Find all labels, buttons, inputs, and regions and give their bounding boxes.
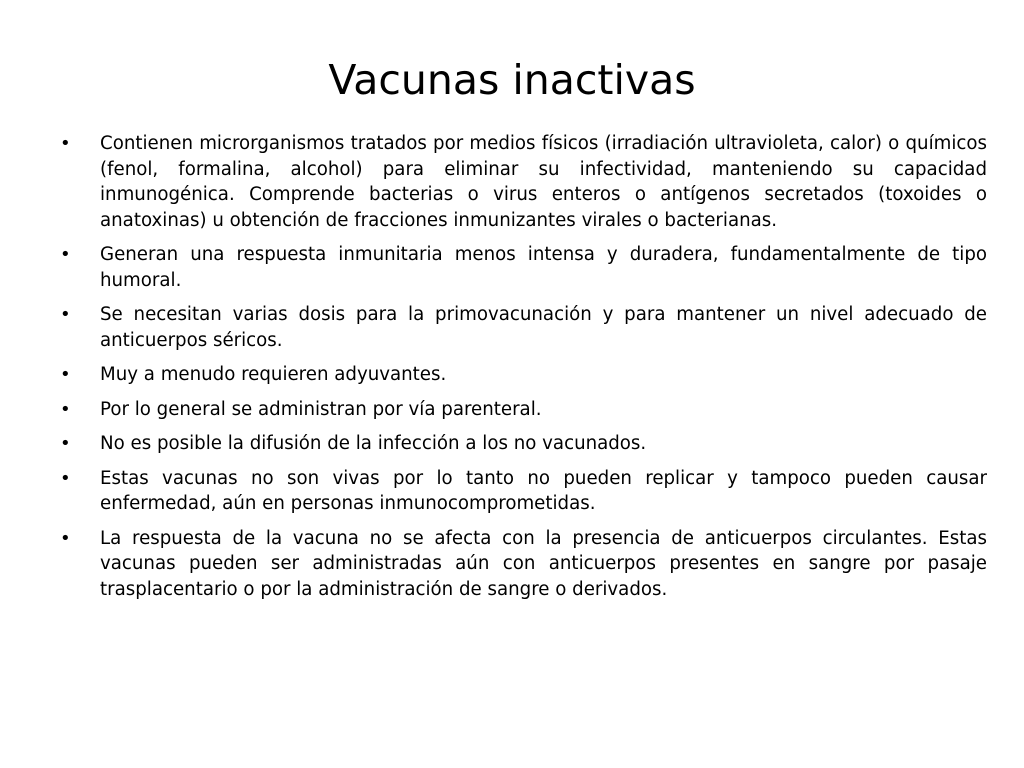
bullet-text: Muy a menudo requieren adyuvantes. — [100, 364, 447, 385]
bullet-list — [60, 131, 987, 611]
bullet-item — [60, 526, 987, 603]
bullet-text: Estas vacunas no son vivas por lo tanto no pueden replicar y tampoco pueden causar enfermedad, aún en personas inmunocomprometidas. — [100, 467, 987, 514]
bullet-icon: • — [60, 467, 71, 489]
bullet-item — [60, 362, 987, 388]
bullet-text: Por lo general se administran por vía parenteral. — [100, 398, 542, 420]
slide-title: Vacunas inactivas — [328, 56, 696, 104]
bullet-text: Se necesitan varias dosis para la primovacunación y para mantener un nivel adecuado de anticuerpos séricos. — [100, 304, 987, 351]
bullet-icon: • — [60, 364, 71, 385]
bullet-item — [60, 397, 987, 423]
bullet-item — [60, 131, 987, 233]
bullet-item — [60, 302, 987, 353]
bullet-icon: • — [60, 433, 71, 454]
bullet-icon: • — [60, 133, 71, 154]
bullet-icon: • — [60, 527, 71, 549]
bullet-text: No es posible la difusión de la infección a los no vacunados. — [100, 433, 647, 454]
bullet-item — [60, 466, 987, 517]
bullet-text: La respuesta de la vacuna no se afecta con la presencia de anticuerpos circulantes. Estas vacunas pueden ser administradas aún con anticuerpos presentes en sangre por pasaje trasplacentario o por la administración de sangre o derivados. — [100, 527, 987, 600]
bullet-item — [60, 242, 987, 293]
bullet-icon: • — [60, 244, 71, 265]
bullet-icon: • — [60, 304, 71, 325]
bullet-text: Contienen microrganismos tratados por medios físicos (irradiación ultravioleta, calor) o químicos (fenol, formalina, alcohol) para eliminar su infectividad, manteniendo su capacidad inmunogénica. Comprende bacterias o virus enteros o antígenos secretados (toxoides o anatoxinas) u obtención de fracciones inmunizantes virales o bacterianas. — [100, 133, 987, 231]
bullet-icon: • — [60, 398, 71, 420]
bullet-item — [60, 431, 987, 457]
bullet-text: Generan una respuesta inmunitaria menos intensa y duradera, fundamentalmente de tipo humoral. — [100, 244, 987, 291]
